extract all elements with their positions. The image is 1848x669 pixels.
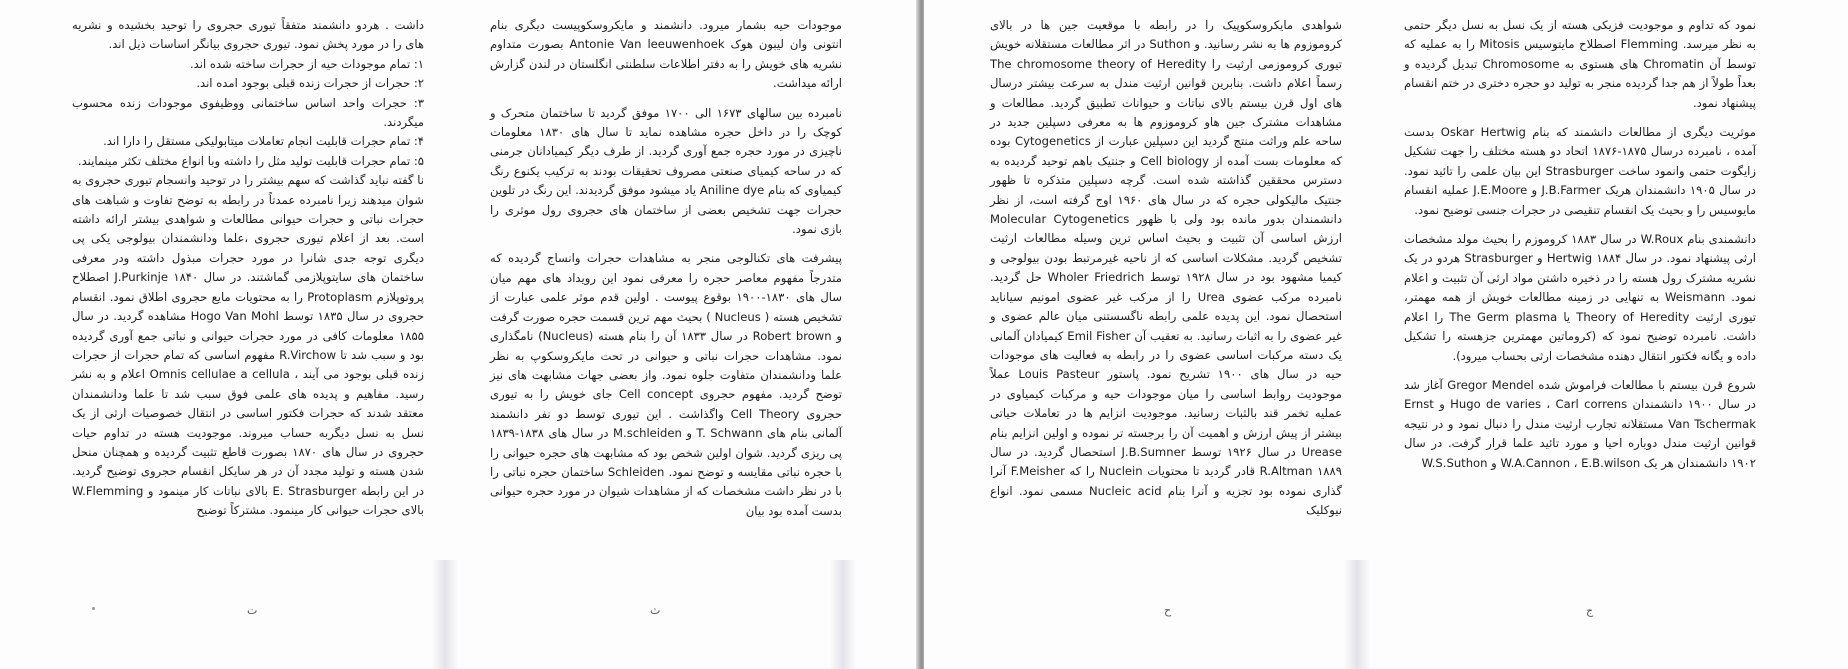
page-number: ت [247,604,258,617]
paragraph: شروع قرن بیستم با مطالعات فراموش شده Gregor Mendel آغاز شد در سال ۱۹۰۰ دانشمندان Hugo de varies ، Carl correns و Ernst Van Tschermak مستقلانه تجارب ارثیت مندل را دنبال نمود و در نتیجه قوانین ارثیت مندل دوباره احیا و مورد تائید علما قرار گرفت. در سال ۱۹۰۲ دانشمندان هر یک W.A.Cannon ، E.B.wilson و W.S.Suthon [1404,377,1756,470]
left-page [0,0,920,669]
list-item: ۴: تمام حجرات قابلیت انجام تعاملات میتابولیکی مستقل را دارا اند. [103,134,424,149]
paragraph: نا گفته نباید گذاشت که سهم بیشتر را در توحید وانسجام تیوری حجروی به شوان میدهند زیرا نامبرده عمدتاً در رابطه به توضح تفاوت و شباهت های حجرات نباتی و حجرات حیوانی مطالعات و شواهدی بیشتر ارائه داشته است. بعد از اعلام تیوری حجروی ،علما ودانشمندان بیولوجی یکی پی دیگری توجه جدی شانرا در مورد حجرات مبذول داشته ودر معرفی ساختمان های سایتوپلازمی گماشتند. در سال ۱۸۴۰ J.Purkinje اصطلاح پروتوپلازم Protoplasm را به محتویات مایع حجروی اطلاق نمود. انقسام حجروی در سال ۱۸۳۵ توسط Hogo Van Mohl مشاهده گردید. در سال ۱۸۵۵ معلومات کافی در مورد حجرات حیوانی و نباتی جمع آوری گردیده بود و سبب شد تا R.Virchow مفهوم اساسی که تمام حجرات از حجرات زنده قبلی بوجود می آیند ، Omnis cellulae a cellula اعلام و به نشر رسید. مفاهیم و پدیده های علمی فوق سبب شد تا علما ودانشمندان معتقد شدند که حجرات فکتور اساسی در انتقال خصوصیات ارثی از یک نسل به نسل دیگربه حساب میروند. موجودیت هسته در تداوم حیات حجروی در سال های ۱۸۷۰ بصورت قاطع تثبیت گردیده و همچنان منحل شدن هسته و تولید مجدد آن در هر سایکل انقسام حجروی توضیح گردید. در این رابطه E. Strasburger بالای نباتات کار مینمود و W.Flemming بالای حجرات حیوانی کار مینمود. مشترکاً توضیح [72,173,425,518]
list-item: ۵: تمام حجرات قابلیت تولید مثل را داشته وبا انواع مختلف تکثر مینمایند. [77,153,424,168]
paragraph: شواهدی مایکروسکوپیک را در رابطه با موقعیت جین ها در بالای کروموزوم ها به نشر رسانید. و Suthon در اثر مطالعات مستقلانه خویش تیوری کروموزمی ارثیت را The chromosome theory of Heredity رسماً اعلام داشت. بنابرین قوانین ارثیت مندل به سرعت بیشتر درسال های اول قرن بیستم بالای نباتات و حیوانات تطبیق گردید. مطالعات و مشاهدات مشترک جین هاو کروموزوم ها به معرفی دسپلین جدید در ساحه علم وراثت منتج گردید این دسپلین عبارت از Cytogenetics بوده که معلومات بست آمده از Cell biology و جنتیک باهم توحید گردیده به دسترس محققین گذاشته شده است. گرچه دسپلین متذکره تا ظهور جنتیک مالیکولی حجره که در سال های ۱۹۶۰ اوج گرفته است، از نظر دانشمندان بدور مانده بود ولی با ظهور Molecular Cytogenetics ارزش اساسی آن تثبیت و بحیث اساس ترین وسیله مطالعات ارثیت تشخیص گردید. مشکلات اساسی که از ناحیه غیرمرتبط بودن بیولوجی و کیمیا مشهود بود در سال ۱۹۲۸ توسط Wholer Friedrich حل گردید. نامبرده مرکب عضوی Urea را از مرکب غیر عضوی امونیم سیاناید استحصال نمود. این پدیده علمی رابطه ناگسستنی میان عالم عضوی و غیر عضوی را به اثبات رسانید. به تعقیب آن Emil Fisher کیمیادان آلمانی یک دسته مرکبات اساسی عضوی را در رابطه به فعالیت های موجودات حیه در سال های ۱۹۰۰ تشریح نمود. پاستور Louis Pasteur عملاً موجودیت روابط اساسی را میان موجودات حیه و مرکبات کیمیاوی در عملیه تخمر قند بالثبات رسانید. موجودیت انزایم ها در تعاملات حیاتی بیشتر از پیش ارزش و اهمیت آن را برجسته تر نموده و اولین انزایم بنام Urease در سال ۱۹۲۶ توسط J.B.Sumner استحصال گردید. در سال ۱۸۸۹ R.Altman قادر گردید تا محتویات Nuclein را که F.Meisher آنرا گذاری نموده بود تجزیه و آنرا بنام Nucleic acid مسمی نمود. انواع نیوکلیک [990,18,1343,518]
list-item: ۲: حجرات از حجرات زنده قبلی بوجود امده اند. [196,76,424,91]
scan-shadow [1344,560,1370,669]
left-page-right-column [490,16,842,521]
paragraph: موثریت دیگری از مطالعات دانشمند که بنام Oskar Hertwig بدست آمده ، نامبرده درسال ۱۸۷۵-۱۸۷۶ اتحاد دو هسته مختلف را جهت تشکیل زایگوت حتمی وانمود ساخت Strasburger این بیان علمی را تائید نمود. در سال ۱۹۰۵ دانشمندان هریک J.B.Farmer و J.E.Moore عملیه انقسام مایوسیس را و بحیث یک انقسام تنقیصی در حجرات جنسی توضیح نمود. [1404,125,1757,217]
page-number: ج [1586,604,1594,617]
page-number: ح [1164,604,1172,617]
paragraph: موجودات حیه بشمار میرود. دانشمند و مایکروسکوپیست دیگری بنام انتونی وان لیبون هوک Antonie Van leeuwenhoek بصورت متداوم نشریه های خویش را به دفتر اطلاعات سلطنتی انگلستان در لندن گزارش ارائه میداشت. [490,18,842,91]
paragraph: دانشمندی بنام W.Roux در سال ۱۸۸۳ کروموزم را بحیث مولد مشخصات ارثی پیشنهاد نمود. در سال ۱۸۸۴ Hertwig و Strasburger هردو در یک نشریه مشترک رول هسته را در ذخیره داشتن مواد ارثی آن تثبیت و اعلام نمود. Weismann به تنهایی در زمینه مطالعات خویش از همه مهمتر، تیوری ارثیت Theory of Heredity یا The Germ plasma را اعلام داشت. نامبرده توضیح نمود که (کروماتین مهمترین جزهسته را تشکیل داده و یگانه فکتور انتقال دهنده مشخصات ارثی بحساب میرود). [1404,232,1756,363]
scan-mark [92,607,95,610]
page-number: ث [650,604,661,617]
paragraph: نامبرده بین سالهای ۱۶۷۳ الی ۱۷۰۰ موفق گردید تا ساختمان متحرک و کوچک را در داخل حجره مشاهده نماید تا سال های ۱۸۳۰ معلومات ناچیزی در مورد حجره جمع آوری گردید. از طرف دیگر کیمیادانان جرمنی که در ساحه کیمیای صنعتی مصروف تحقیقات بودند به ترکیب یکنوع رنگ کیمیاوی که بنام Aniline dye یاد میشود موفق گردیدند. این رنگ در تلوین حجرات جهت تشخیص بعضی از ساختمان های حجروی رول موثری را بازی نمود. [490,105,842,237]
paragraph: پیشرفت های تکنالوجی منجر به مشاهدات حجرات وانساج گردیده که متدرجاً مفهوم معاصر حجره را معرفی نمود این رویداد های مهم میان سال های ۱۸۳۰-۱۹۰۰ بوقوع پیوست . اولین قدم موثر علمی عبارت از تشخیص هسته ( Nucleus ) بحیث مهم ترین قسمت حجره صورت گرفت و Robert brown در سال ۱۸۳۳ آن را بنام هسته (Nucleus) نامگذاری نمود. مشاهدات حجرات نباتی و حیوانی در تحت مایکروسکوپ به نظر علما ودانشمندان متفاوت جلوه نمود. واز بعضی جهات مشابهت های نیز توضح گردید. مفهوم حجروی Cell concept جای خویش را به تیوری حجروی Cell Theory واگذاشت . این تیوری توسط دو نفر دانشمند آلمانی بنام های T. Schwann و M.schleiden در سال های ۱۸۳۸-۱۸۳۹ پی ریزی گردید. شوان اولین شخص بود که مشابهت های حجره حیوانی را با حجره نباتی مقایسه و توضح نمود. Schleiden ساختمان حجره نباتی را با در نظر داشت مشخصات که از مشاهدات شیوان در مورد حجره حیوانی بدست آمده بود بیان [490,251,843,518]
list-item: ۳: حجرات واحد اساس ساختمانی ووظیفوی موجودات زنده محسوب میگردند. [72,95,424,130]
left-page-left-column [72,16,424,521]
right-page [924,0,1848,669]
list-item: ۱: تمام موجودات حیه از حجرات ساخته شده اند. [189,56,424,71]
scan-shadow [830,560,856,669]
paragraph: نمود که تداوم و موجودیت فزیکی هسته از یک نسل به نسل دیگر حتمی به نظر میرسد. Flemming اصطلاح مایتوسیس Mitosis را به عملیه که توسط آن Chromatin های هستوی به Chromosome تبدیل گردیده و بعداً طولاً از هم جدا گردیده منجر به تولید دو حجره دختری در ختم انقسام پیشنهاد نمود. [1404,18,1756,110]
scan-shadow [432,560,458,669]
right-page-left-column [990,16,1342,521]
paragraph: داشت . هردو دانشمند متفقاً تیوری حجروی را توحید بخشیده و نشریه های را در مورد پخش نمود. تیوری حجروی بیانگر اساسات ذیل اند. [72,18,424,52]
right-page-right-column [1404,16,1756,473]
